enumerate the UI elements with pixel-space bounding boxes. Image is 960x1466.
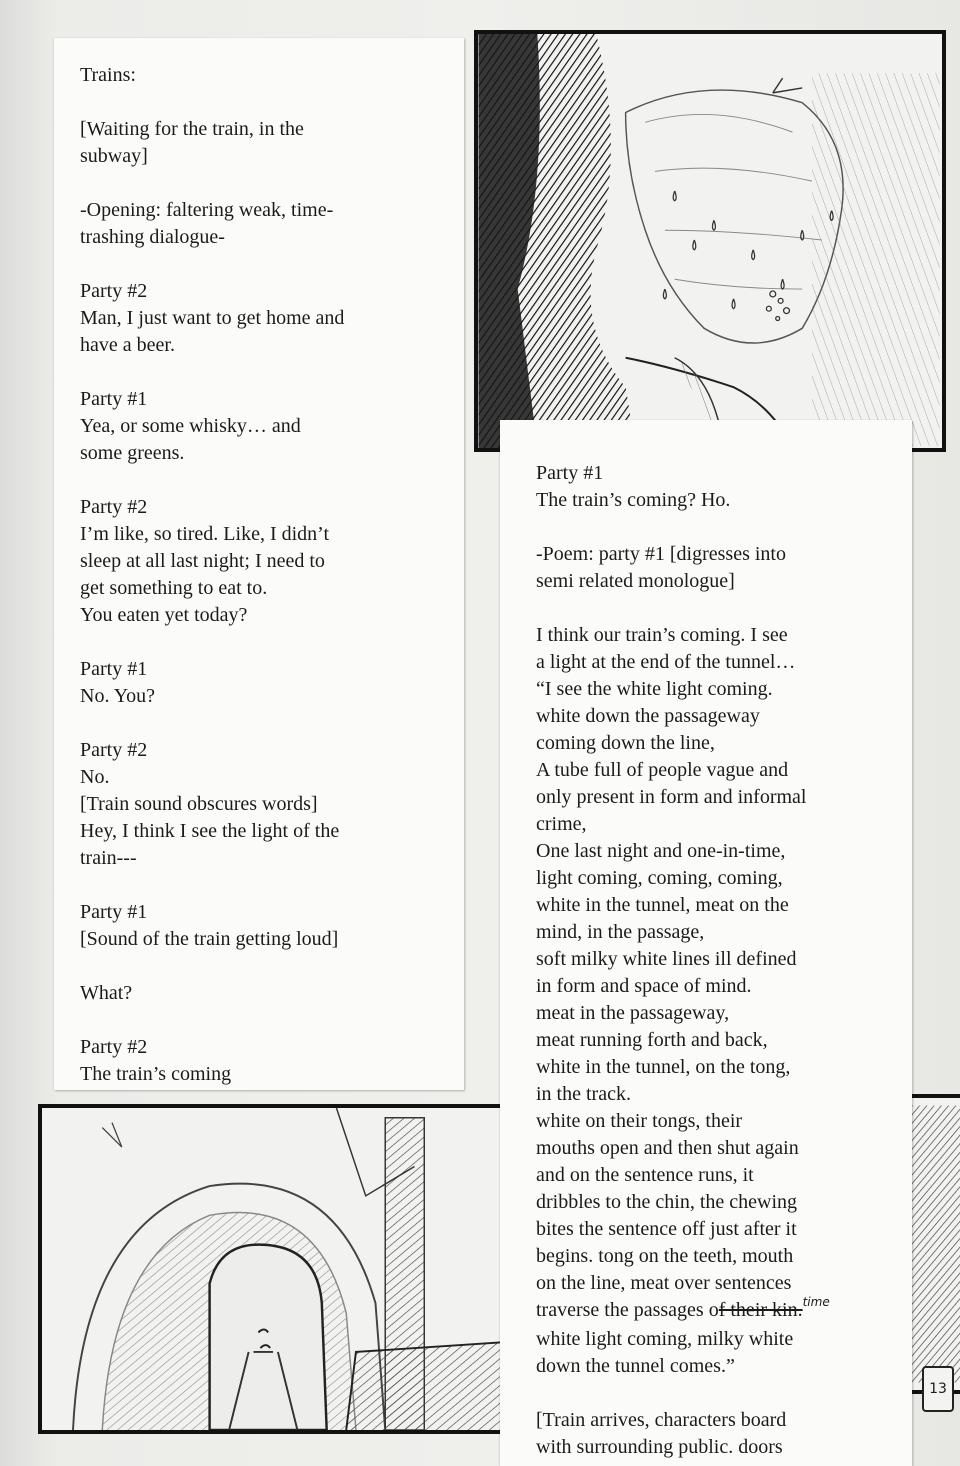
- poem-monologue: [536, 622, 896, 1380]
- dialogue-line-3: [80, 494, 444, 629]
- dialogue-line-9: [536, 460, 896, 514]
- opening-note: -Opening: faltering weak, time- trashing dialogue-: [80, 199, 334, 248]
- line: The train’s coming? Ho.: [536, 489, 731, 511]
- speaker: Party #1: [80, 901, 148, 923]
- script-title: Trains:: [80, 64, 136, 86]
- dialogue-line-4: [80, 656, 444, 710]
- sketch-panel-ceiling-drips: [474, 30, 946, 452]
- line: I’m like, so tired. Like, I didn’t sleep at all last night; I need to get something to eat to. You eaten yet today?: [80, 523, 330, 626]
- line: The train’s coming: [80, 1063, 232, 1085]
- speaker: Party #1: [80, 388, 148, 410]
- sketch-panel-subway-tunnel: [38, 1104, 510, 1434]
- speaker: Party #2: [80, 739, 148, 761]
- line: Man, I just want to get home and have a beer.: [80, 307, 345, 356]
- handwritten-correction: time: [802, 1295, 830, 1309]
- right-edge-hatching: [912, 1098, 960, 1390]
- sketch-panel-right-edge: [908, 1094, 960, 1394]
- scene-direction: [Waiting for the train, in the subway]: [80, 118, 304, 167]
- line: [Sound of the train getting loud]: [80, 928, 339, 950]
- speaker: Party #2: [80, 496, 148, 518]
- stage-direction-end: [Train arrives, characters board with surrounding public. doors: [536, 1409, 787, 1458]
- dialogue-line-8: [80, 1034, 444, 1088]
- dialogue-line-5: [80, 737, 444, 872]
- dialogue-line-2: [80, 386, 444, 467]
- tunnel-sketch-illustration: [42, 1108, 506, 1430]
- script-page-right: [500, 420, 912, 1466]
- speaker: Party #1: [536, 462, 604, 484]
- line: No. [Train sound obscures words] Hey, I think I see the light of the train---: [80, 766, 340, 869]
- script-page-left: [54, 38, 464, 1090]
- line: Yea, or some whisky… and some greens.: [80, 415, 301, 464]
- speaker: Party #2: [80, 280, 148, 302]
- dialogue-line-7: What?: [80, 982, 133, 1004]
- dialogue-line-1: [80, 278, 444, 359]
- poem-ending: white light coming, milky white down the tunnel comes.”: [536, 1328, 794, 1377]
- line: No. You?: [80, 685, 156, 707]
- speaker: Party #2: [80, 1036, 148, 1058]
- drip-sketch-illustration: [478, 34, 942, 448]
- poem-note: -Poem: party #1 [digresses into semi related monologue]: [536, 543, 786, 592]
- dialogue-line-6: [80, 899, 444, 953]
- speaker: Party #1: [80, 658, 148, 680]
- poem-text: I think our train’s coming. I see a light at the end of the tunnel… “I see the white light coming. white down the passageway coming down the line, A tube full of people vague and only present in form and informal crime, One last night and one-in-time, light coming, coming, coming, white in the tunnel, meat on the mind, in the passage, soft milky white lines ill defined in form and space of mind. meat in the passageway, meat running forth and back, white in the tunnel, on the tong, in the track. white on their tongs, their mouths open and then shut again and on the sentence runs, it dribbles to the chin, the chewing bites the sentence off just after it begins. tong on the teeth, mouth on the line, meat over sentences traverse the passages o: [536, 624, 807, 1321]
- page-number: 13: [922, 1366, 954, 1412]
- struck-words: f their kin.: [718, 1299, 803, 1321]
